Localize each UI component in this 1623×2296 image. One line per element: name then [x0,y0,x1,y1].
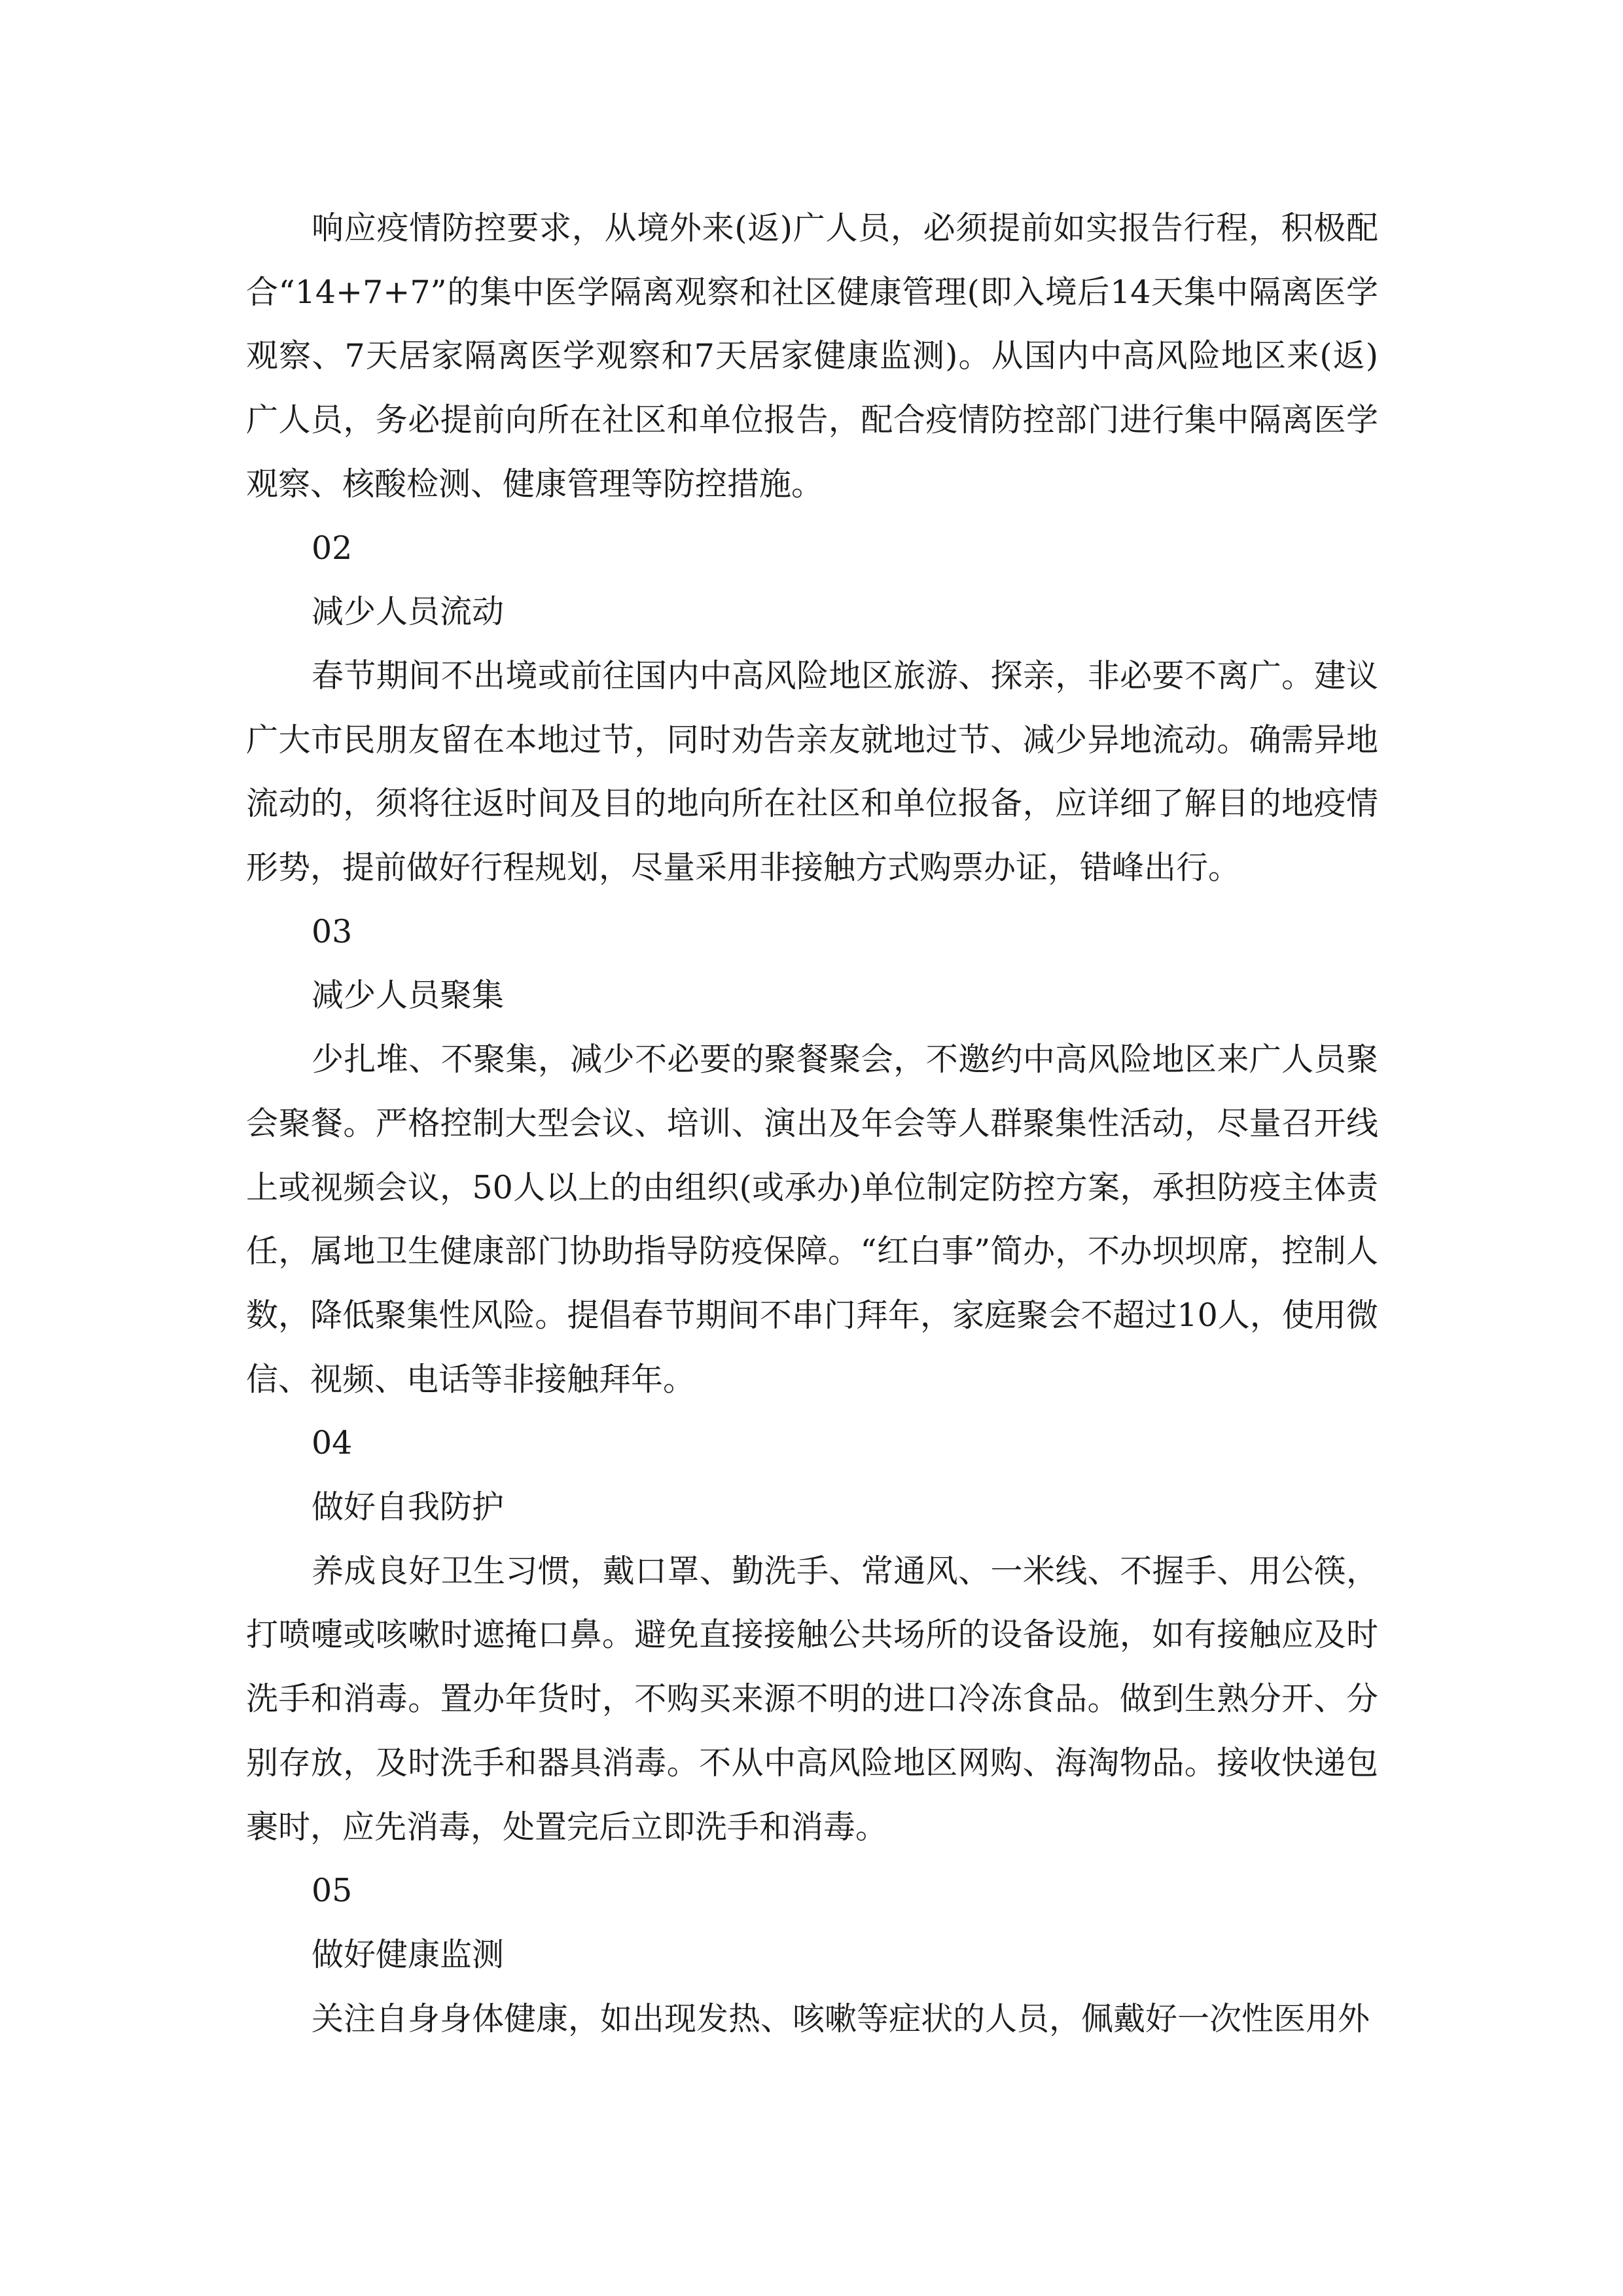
section-number: 03 [312,912,353,950]
body-paragraph: 关注自身身体健康，如出现发热、咳嗽等症状的人员，佩戴好一次性医用外 [312,2000,1370,2037]
section-number: 04 [312,1424,353,1462]
section-heading: 减少人员流动 [312,593,505,631]
body-paragraph: 响应疫情防控要求，从境外来(返)广人员，必须提前如实报告行程，积极配合“14+7+7”的集中医学隔离观察和社区健康管理(即入境后14天集中隔离医学观察、7天居家隔离医学观察和7天居家健康监测)。从国内中高风险地区来(返)广人员，务必提前向所在社区和单位报告，配合疫情防控部门进行集中隔离医学观察、核酸检测、健康管理等防控措施。 [246,209,1378,503]
section-heading: 减少人员聚集 [312,977,505,1014]
body-paragraph: 少扎堆、不聚集，减少不必要的聚餐聚会，不邀约中高风险地区来广人员聚会聚餐。严格控制大型会议、培训、演出及年会等人群聚集性活动，尽量召开线上或视频会议，50人以上的由组织(或承办)单位制定防控方案，承担防疫主体责任，属地卫生健康部门协助指导防疫保障。“红白事”简办，不办坝坝席，控制人数，降低聚集性风险。提倡春节期间不串门拜年，家庭聚会不超过10人，使用微信、视频、电话等非接触拜年。 [246,1041,1378,1398]
section-number: 05 [312,1872,353,1910]
body-paragraph: 养成良好卫生习惯，戴口罩、勤洗手、常通风、一米线、不握手、用公筷，打喷嚏或咳嗽时遮掩口鼻。避免直接接触公共场所的设备设施，如有接触应及时洗手和消毒。置办年货时，不购买来源不明的进口冷冻食品。做到生熟分开、分别存放，及时洗手和器具消毒。不从中高风险地区网购、海淘物品。接收快递包裹时，应先消毒，处置完后立即洗手和消毒。 [246,1552,1378,1846]
document-body [246,196,1378,2051]
section-heading: 做好健康监测 [312,1935,505,1973]
section-number: 02 [312,529,353,567]
body-paragraph: 春节期间不出境或前往国内中高风险地区旅游、探亲，非必要不离广。建议广大市民朋友留在本地过节，同时劝告亲友就地过节、减少异地流动。确需异地流动的，须将往返时间及目的地向所在社区和单位报备，应详细了解目的地疫情形势，提前做好行程规划，尽量采用非接触方式购票办证，错峰出行。 [246,656,1378,887]
section-heading: 做好自我防护 [312,1488,505,1526]
